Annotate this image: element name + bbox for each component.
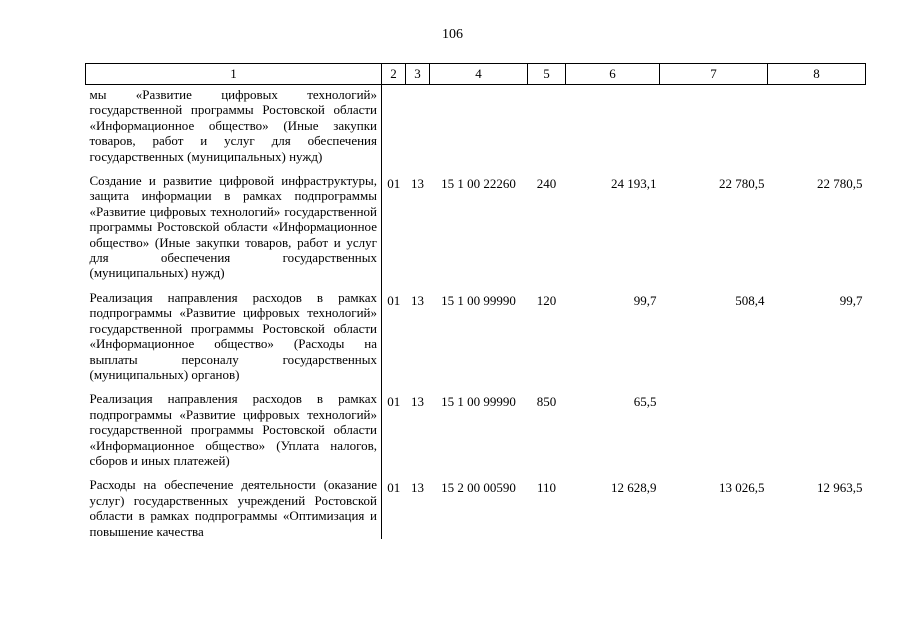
row-amount-col7: 13 026,5 [719,480,765,496]
row-subsection: 13 [411,480,424,496]
row-subsection [406,85,430,174]
row-expense-type: 120 [536,292,557,308]
header-col-2: 2 [382,64,406,85]
row-expense-type [528,85,566,174]
row-expense-type: 240 [536,176,557,192]
table-row [86,391,866,477]
table-row [86,290,866,391]
row-section: 01 [387,292,401,308]
row-amount-col6: 65,5 [633,394,657,410]
row-amount-col8: 99,7 [839,292,863,308]
row-target-article: 15 1 00 22260 [441,176,516,192]
row-amount-col6: 12 628,9 [611,480,657,496]
table-body [86,85,866,539]
header-col-5: 5 [528,64,566,85]
row-section: 01 [387,394,401,410]
row-section [382,85,406,174]
header-col-3: 3 [406,64,430,85]
row-subsection: 13 [411,292,424,308]
row-section: 01 [387,176,401,192]
row-amount-col8 [768,85,866,174]
page-number: 106 [442,27,463,42]
table-row [86,85,866,174]
header-col-1: 1 [86,64,382,85]
row-description: Реализация направления расходов в рамках подпрограммы «Развитие цифровых технологий» государственной программы Ростовской области «Информационное общество» (Расходы на выплаты персоналу государственных (муниципальных) органов) [86,290,382,391]
row-section: 01 [387,480,401,496]
row-amount-col7 [660,85,768,174]
row-description: Создание и развитие цифровой инфраструктуры, защита информации в рамках подпрограммы «Развитие цифровых технологий» государственной программы Ростовской области «Информационное общество» (Иные закупки товаров, работ и услуг для обеспечения государственных (муниципальных) нужд) [86,173,382,290]
row-amount-col6: 99,7 [633,292,657,308]
table-row [86,477,866,539]
row-target-article: 15 1 00 99990 [441,292,516,308]
row-description: мы «Развитие цифровых технологий» государственной программы Ростовской области «Информационное общество» (Иные закупки товаров, работ и услуг для обеспечения государственных (муниципальных) нужд) [86,85,382,174]
row-amount-col6: 24 193,1 [611,176,657,192]
row-amount-col6 [566,85,660,174]
budget-table [85,63,866,539]
row-target-article [430,85,528,174]
row-amount-col7: 22 780,5 [719,176,765,192]
row-amount-col8: 12 963,5 [817,480,863,496]
row-target-article: 15 2 00 00590 [441,480,516,496]
row-amount-col8: 22 780,5 [817,176,863,192]
row-target-article: 15 1 00 99990 [441,394,516,410]
row-amount-col7: 508,4 [735,292,765,308]
row-expense-type: 110 [536,480,557,496]
row-subsection: 13 [411,176,424,192]
row-amount-col8 [768,391,866,477]
row-expense-type: 850 [536,394,557,410]
table-row [86,173,866,290]
row-amount-col7 [660,391,768,477]
header-row [86,64,866,85]
row-subsection: 13 [411,394,424,410]
row-description: Реализация направления расходов в рамках подпрограммы «Развитие цифровых технологий» государственной программы Ростовской области «Информационное общество» (Уплата налогов, сборов и иных платежей) [86,391,382,477]
header-col-7: 7 [660,64,768,85]
row-description: Расходы на обеспечение деятельности (оказание услуг) государственных учреждений Ростовской области в рамках подпрограммы «Оптимизация и повышение качества [86,477,382,539]
header-col-8: 8 [768,64,866,85]
header-col-4: 4 [430,64,528,85]
table-header [86,64,866,85]
header-col-6: 6 [566,64,660,85]
